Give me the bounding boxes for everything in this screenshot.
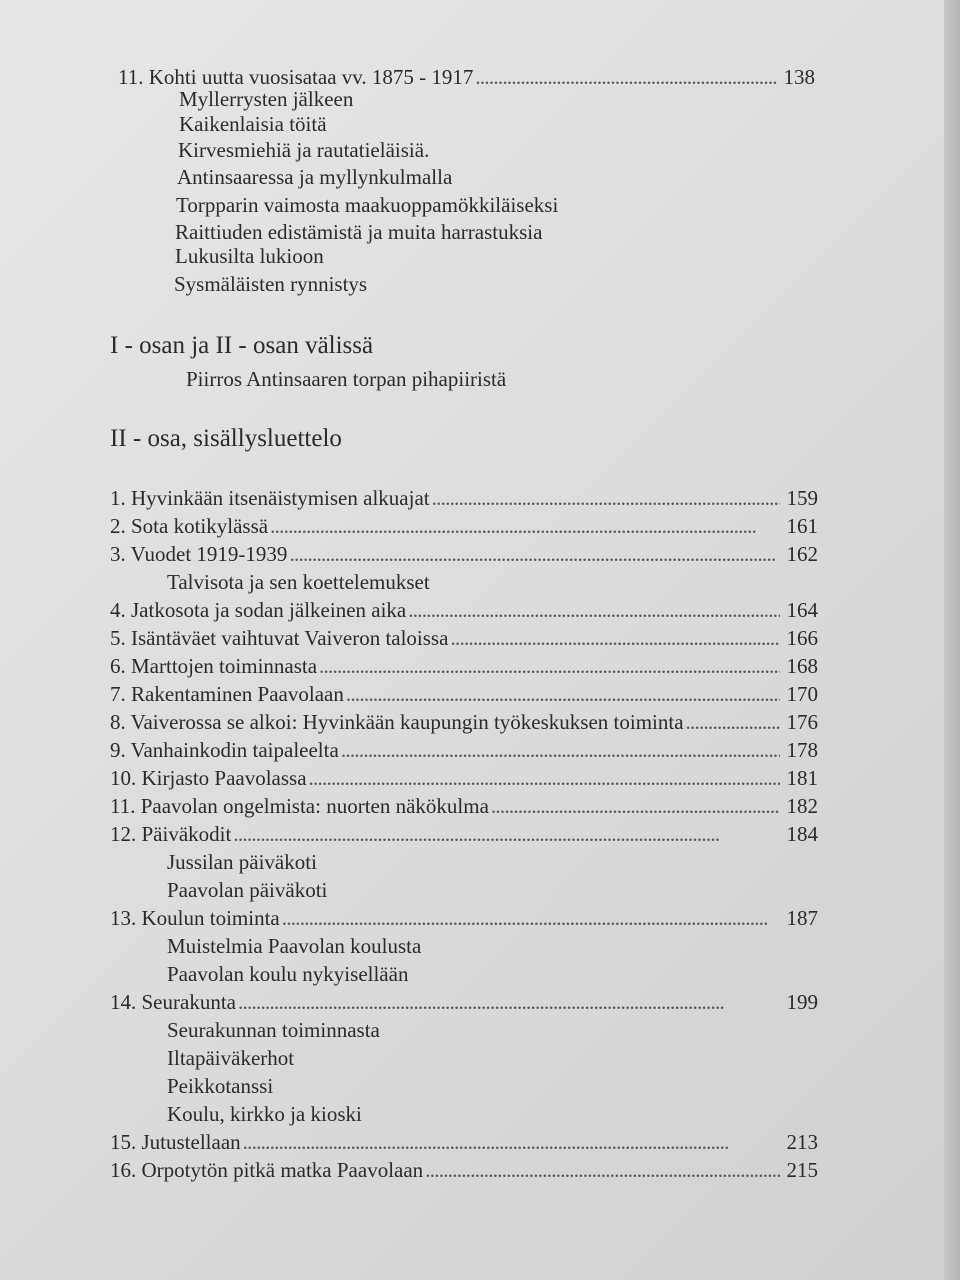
page-number: 170 [786, 682, 818, 706]
dot-leader [309, 765, 780, 791]
toc-subentry: Lukusilta lukioon [175, 244, 324, 268]
toc-entry [110, 737, 818, 763]
dot-leader [425, 1157, 780, 1183]
page-number: 164 [786, 598, 818, 622]
page-number: 187 [786, 906, 818, 930]
toc-subentry: Iltapäiväkerhot [167, 1046, 295, 1070]
entry-label: 11. Kohti uutta vuosisataa vv. 1875 - 1917 [118, 65, 474, 89]
toc-subentry: Kirvesmiehiä ja rautatieläisiä. [178, 138, 430, 162]
entry-label: 2. Sota kotikylässä [110, 514, 269, 538]
dot-leader [233, 821, 780, 847]
page-number: 138 [783, 65, 815, 89]
dot-leader [238, 989, 780, 1015]
dot-leader [450, 625, 780, 651]
dot-leader [319, 653, 780, 679]
entry-label: 16. Orpotytön pitkä matka Paavolaan [110, 1158, 424, 1182]
entry-label: 4. Jatkosota ja sodan jälkeinen aika [110, 598, 407, 622]
section-heading: I - osan ja II - osan välissä [110, 332, 374, 359]
toc-subentry: Kaikenlaisia töitä [179, 112, 327, 136]
entry-label: 11. Paavolan ongelmista: nuorten näkökulma [110, 794, 489, 818]
toc-subentry: Jussilan päiväkoti [167, 850, 317, 874]
page-number: 166 [786, 626, 818, 650]
toc-subentry: Antinsaaressa ja myllynkulmalla [177, 165, 453, 189]
page-number: 199 [786, 990, 818, 1014]
page-number: 184 [786, 822, 818, 846]
dot-leader [270, 513, 780, 539]
entry-label: 14. Seurakunta [110, 990, 236, 1014]
page-edge-shadow [944, 0, 960, 1280]
entry-label: 13. Koulun toiminta [110, 906, 280, 930]
entry-label: 5. Isäntäväet vaihtuvat Vaiveron taloissa [110, 626, 449, 650]
toc-subentry: Torpparin vaimosta maakuoppamökkiläiseksi [176, 193, 559, 217]
toc-subentry: Seurakunnan toiminnasta [167, 1018, 380, 1042]
page-number: 161 [786, 514, 818, 538]
page-number: 181 [786, 766, 818, 790]
toc-entry [110, 541, 818, 567]
toc-subentry: Peikkotanssi [167, 1074, 274, 1098]
toc-entry [110, 989, 818, 1015]
dot-leader [346, 681, 780, 707]
section-heading: II - osa, sisällysluettelo [110, 425, 342, 452]
toc-entry [110, 905, 818, 931]
toc-entry [110, 597, 818, 623]
dot-leader [408, 597, 780, 623]
page-number: 176 [786, 710, 818, 734]
dot-leader [491, 793, 780, 819]
entry-label: 12. Päiväkodit [110, 822, 232, 846]
toc-subentry: Piirros Antinsaaren torpan pihapiiristä [186, 367, 507, 391]
toc-subentry: Koulu, kirkko ja kioski [167, 1102, 362, 1126]
toc-subentry: Sysmäläisten rynnistys [174, 272, 368, 296]
toc-entry [110, 681, 818, 707]
toc-entry [110, 793, 818, 819]
dot-leader [341, 737, 780, 763]
toc-entry [110, 485, 818, 511]
entry-label: 6. Marttojen toiminnasta [110, 654, 318, 678]
toc-subentry: Raittiuden edistämistä ja muita harrastuksia [175, 220, 543, 244]
page-number: 168 [786, 654, 818, 678]
toc-subentry: Paavolan päiväkoti [167, 878, 328, 902]
toc-entry [110, 513, 818, 539]
toc-subentry: Myllerrysten jälkeen [179, 87, 354, 111]
entry-label: 10. Kirjasto Paavolassa [110, 766, 307, 790]
toc-entry [110, 821, 818, 847]
toc-entry [110, 1157, 818, 1183]
page-number: 215 [786, 1158, 818, 1182]
page-number: 159 [786, 486, 818, 510]
toc-subentry: Muistelmia Paavolan koulusta [167, 934, 422, 958]
page-number: 182 [786, 794, 818, 818]
page-number: 178 [786, 738, 818, 762]
toc-entry [110, 625, 818, 651]
page-number: 213 [786, 1130, 818, 1154]
entry-label: 8. Vaiverossa se alkoi: Hyvinkään kaupungin työkeskuksen toiminta [110, 710, 684, 734]
entry-label: 9. Vanhainkodin taipaleelta [110, 738, 339, 762]
entry-label: 15. Jutustellaan [110, 1130, 241, 1154]
dot-leader [289, 541, 780, 567]
page-number: 162 [786, 542, 818, 566]
toc-subentry: Paavolan koulu nykyisellään [167, 962, 409, 986]
entry-label: 7. Rakentaminen Paavolaan [110, 682, 344, 706]
dot-leader [243, 1129, 780, 1155]
toc-entry [110, 709, 818, 735]
dot-leader [282, 905, 780, 931]
dot-leader [432, 485, 780, 511]
entry-label: 1. Hyvinkään itsenäistymisen alkuajat [110, 486, 430, 510]
entry-label: 3. Vuodet 1919-1939 [110, 542, 288, 566]
toc-entry [110, 653, 818, 679]
toc-subentry: Talvisota ja sen koettelemukset [167, 570, 430, 594]
toc-entry [110, 765, 818, 791]
toc-entry [110, 1129, 818, 1155]
dot-leader [686, 709, 780, 735]
dot-leader [475, 64, 777, 90]
